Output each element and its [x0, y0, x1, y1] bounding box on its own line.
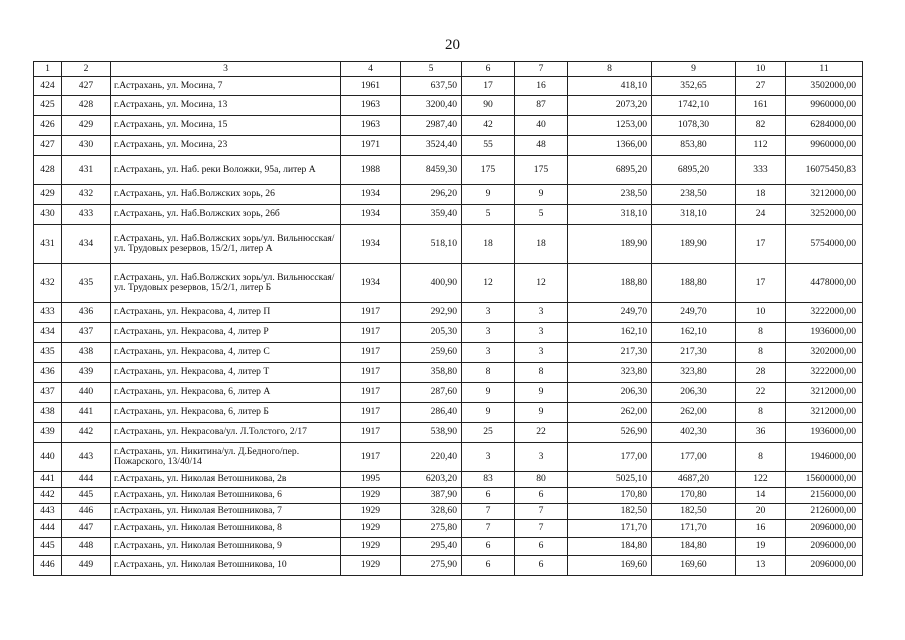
table-cell-col-7: 9	[515, 403, 568, 423]
housing-table	[33, 61, 863, 576]
table-cell-col-1: 445	[34, 538, 62, 556]
table-cell-col-10: 8	[736, 403, 786, 423]
table-cell-col-7: 5	[515, 205, 568, 225]
table-cell-col-3: г.Астрахань, ул. Николая Ветошникова, 10	[111, 556, 341, 576]
table-cell-col-5: 275,90	[401, 556, 462, 576]
table-row	[34, 156, 863, 185]
table-cell-col-2: 439	[62, 363, 111, 383]
table-row	[34, 520, 863, 538]
table-cell-col-11: 2126000,00	[786, 504, 863, 520]
table-cell-col-4: 1917	[341, 323, 401, 343]
table-cell-col-5: 286,40	[401, 403, 462, 423]
table-cell-col-2: 448	[62, 538, 111, 556]
table-cell-col-10: 10	[736, 303, 786, 323]
table-cell-col-8: 184,80	[568, 538, 652, 556]
table-cell-col-3: г.Астрахань, ул. Некрасова, 4, литер Р	[111, 323, 341, 343]
table-cell-col-7: 3	[515, 343, 568, 363]
table-cell-col-7: 3	[515, 323, 568, 343]
table-cell-col-5: 637,50	[401, 77, 462, 96]
table-cell-col-9: 206,30	[652, 383, 736, 403]
table-cell-col-10: 333	[736, 156, 786, 185]
table-cell-col-6: 3	[462, 303, 515, 323]
table-cell-col-5: 358,80	[401, 363, 462, 383]
table-cell-col-8: 1366,00	[568, 136, 652, 156]
table-cell-col-6: 55	[462, 136, 515, 156]
table-cell-col-11: 2096000,00	[786, 538, 863, 556]
table-cell-col-2: 431	[62, 156, 111, 185]
table-cell-col-5: 205,30	[401, 323, 462, 343]
table-cell-col-9: 177,00	[652, 443, 736, 472]
column-header-8: 8	[568, 62, 652, 77]
table-cell-col-2: 440	[62, 383, 111, 403]
table-cell-col-11: 2096000,00	[786, 556, 863, 576]
table-cell-col-11: 1936000,00	[786, 323, 863, 343]
table-cell-col-4: 1917	[341, 443, 401, 472]
table-row	[34, 363, 863, 383]
table-row	[34, 136, 863, 156]
table-cell-col-3: г.Астрахань, ул. Наб.Волжских зорь/ул. Вильнюсская/ ул. Трудовых резервов, 15/2/1, литер А	[111, 225, 341, 264]
table-cell-col-4: 1917	[341, 303, 401, 323]
table-cell-col-3: г.Астрахань, ул. Некрасова/ул. Л.Толстого, 2/17	[111, 423, 341, 443]
table-cell-col-1: 426	[34, 116, 62, 136]
table-cell-col-6: 18	[462, 225, 515, 264]
table-row	[34, 264, 863, 303]
table-cell-col-5: 2987,40	[401, 116, 462, 136]
column-header-2: 2	[62, 62, 111, 77]
table-cell-col-10: 8	[736, 443, 786, 472]
table-cell-col-8: 217,30	[568, 343, 652, 363]
table-cell-col-4: 1961	[341, 77, 401, 96]
table-cell-col-3: г.Астрахань, ул. Николая Ветошникова, 9	[111, 538, 341, 556]
table-cell-col-4: 1917	[341, 363, 401, 383]
table-cell-col-1: 441	[34, 472, 62, 488]
table-cell-col-6: 8	[462, 363, 515, 383]
table-cell-col-6: 12	[462, 264, 515, 303]
table-cell-col-4: 1917	[341, 403, 401, 423]
table-cell-col-7: 7	[515, 520, 568, 538]
table-cell-col-10: 161	[736, 96, 786, 116]
table-cell-col-11: 9960000,00	[786, 136, 863, 156]
table-cell-col-3: г.Астрахань, ул. Наб.Волжских зорь, 26	[111, 185, 341, 205]
table-cell-col-4: 1963	[341, 116, 401, 136]
table-cell-col-6: 42	[462, 116, 515, 136]
table-cell-col-10: 8	[736, 323, 786, 343]
table-cell-col-8: 177,00	[568, 443, 652, 472]
table-cell-col-4: 1971	[341, 136, 401, 156]
table-cell-col-8: 249,70	[568, 303, 652, 323]
table-cell-col-8: 170,80	[568, 488, 652, 504]
table-cell-col-2: 428	[62, 96, 111, 116]
table-cell-col-4: 1917	[341, 343, 401, 363]
table-cell-col-2: 446	[62, 504, 111, 520]
table-cell-col-4: 1917	[341, 423, 401, 443]
table-cell-col-2: 432	[62, 185, 111, 205]
table-cell-col-7: 48	[515, 136, 568, 156]
table-cell-col-11: 3502000,00	[786, 77, 863, 96]
table-cell-col-9: 318,10	[652, 205, 736, 225]
table-cell-col-2: 444	[62, 472, 111, 488]
table-cell-col-7: 16	[515, 77, 568, 96]
table-cell-col-10: 36	[736, 423, 786, 443]
table-cell-col-9: 162,10	[652, 323, 736, 343]
column-header-11: 11	[786, 62, 863, 77]
table-cell-col-4: 1929	[341, 504, 401, 520]
table-row	[34, 323, 863, 343]
table-cell-col-7: 3	[515, 303, 568, 323]
table-cell-col-9: 238,50	[652, 185, 736, 205]
table-cell-col-11: 16075450,83	[786, 156, 863, 185]
table-cell-col-6: 25	[462, 423, 515, 443]
table-cell-col-7: 9	[515, 185, 568, 205]
table-cell-col-5: 275,80	[401, 520, 462, 538]
table-cell-col-6: 3	[462, 443, 515, 472]
table-cell-col-9: 1742,10	[652, 96, 736, 116]
table-cell-col-2: 433	[62, 205, 111, 225]
table-cell-col-9: 323,80	[652, 363, 736, 383]
table-cell-col-11: 3252000,00	[786, 205, 863, 225]
table-cell-col-7: 6	[515, 556, 568, 576]
table-cell-col-4: 1963	[341, 96, 401, 116]
table-cell-col-11: 1936000,00	[786, 423, 863, 443]
table-row	[34, 116, 863, 136]
table-cell-col-3: г.Астрахань, ул. Наб. реки Воложки, 95а, литер А	[111, 156, 341, 185]
table-cell-col-8: 162,10	[568, 323, 652, 343]
table-cell-col-8: 2073,20	[568, 96, 652, 116]
table-cell-col-9: 188,80	[652, 264, 736, 303]
table-cell-col-3: г.Астрахань, ул. Некрасова, 4, литер П	[111, 303, 341, 323]
table-cell-col-10: 28	[736, 363, 786, 383]
table-cell-col-7: 22	[515, 423, 568, 443]
table-cell-col-5: 328,60	[401, 504, 462, 520]
table-cell-col-4: 1988	[341, 156, 401, 185]
table-cell-col-7: 18	[515, 225, 568, 264]
table-cell-col-5: 3524,40	[401, 136, 462, 156]
table-cell-col-5: 6203,20	[401, 472, 462, 488]
table-cell-col-10: 24	[736, 205, 786, 225]
table-cell-col-7: 80	[515, 472, 568, 488]
table-cell-col-3: г.Астрахань, ул. Мосина, 15	[111, 116, 341, 136]
table-cell-col-1: 433	[34, 303, 62, 323]
column-header-6: 6	[462, 62, 515, 77]
table-cell-col-7: 3	[515, 443, 568, 472]
table-cell-col-4: 1934	[341, 205, 401, 225]
table-cell-col-1: 446	[34, 556, 62, 576]
table-cell-col-2: 449	[62, 556, 111, 576]
table-cell-col-9: 182,50	[652, 504, 736, 520]
table-cell-col-3: г.Астрахань, ул. Мосина, 7	[111, 77, 341, 96]
table-row	[34, 205, 863, 225]
table-row	[34, 488, 863, 504]
table-cell-col-3: г.Астрахань, ул. Некрасова, 4, литер С	[111, 343, 341, 363]
table-cell-col-1: 442	[34, 488, 62, 504]
table-cell-col-5: 359,40	[401, 205, 462, 225]
table-cell-col-2: 442	[62, 423, 111, 443]
table-cell-col-8: 188,80	[568, 264, 652, 303]
table-cell-col-7: 12	[515, 264, 568, 303]
table-cell-col-3: г.Астрахань, ул. Некрасова, 4, литер Т	[111, 363, 341, 383]
table-cell-col-5: 296,20	[401, 185, 462, 205]
table-cell-col-10: 122	[736, 472, 786, 488]
table-cell-col-8: 182,50	[568, 504, 652, 520]
table-cell-col-3: г.Астрахань, ул. Никитина/ул. Д.Бедного/пер. Пожарского, 13/40/14	[111, 443, 341, 472]
table-cell-col-10: 27	[736, 77, 786, 96]
table-cell-col-5: 3200,40	[401, 96, 462, 116]
table-cell-col-6: 9	[462, 185, 515, 205]
table-cell-col-10: 13	[736, 556, 786, 576]
table-cell-col-3: г.Астрахань, ул. Некрасова, 6, литер А	[111, 383, 341, 403]
table-cell-col-2: 438	[62, 343, 111, 363]
column-header-7: 7	[515, 62, 568, 77]
table-cell-col-8: 171,70	[568, 520, 652, 538]
table-cell-col-6: 7	[462, 520, 515, 538]
table-cell-col-8: 6895,20	[568, 156, 652, 185]
table-row	[34, 504, 863, 520]
table-cell-col-1: 443	[34, 504, 62, 520]
table-cell-col-1: 430	[34, 205, 62, 225]
table-cell-col-6: 9	[462, 383, 515, 403]
table-row	[34, 225, 863, 264]
table-cell-col-3: г.Астрахань, ул. Николая Ветошникова, 2в	[111, 472, 341, 488]
table-cell-col-8: 238,50	[568, 185, 652, 205]
table-cell-col-6: 6	[462, 556, 515, 576]
table-cell-col-8: 526,90	[568, 423, 652, 443]
table-cell-col-3: г.Астрахань, ул. Николая Ветошникова, 6	[111, 488, 341, 504]
table-cell-col-3: г.Астрахань, ул. Николая Ветошникова, 7	[111, 504, 341, 520]
table-row	[34, 403, 863, 423]
table-cell-col-10: 19	[736, 538, 786, 556]
table-cell-col-3: г.Астрахань, ул. Николая Ветошникова, 8	[111, 520, 341, 538]
table-cell-col-9: 217,30	[652, 343, 736, 363]
table-cell-col-3: г.Астрахань, ул. Наб.Волжских зорь, 26б	[111, 205, 341, 225]
table-cell-col-9: 249,70	[652, 303, 736, 323]
table-cell-col-4: 1934	[341, 225, 401, 264]
table-cell-col-1: 438	[34, 403, 62, 423]
table-cell-col-10: 16	[736, 520, 786, 538]
table-cell-col-10: 20	[736, 504, 786, 520]
table-cell-col-8: 1253,00	[568, 116, 652, 136]
table-cell-col-11: 6284000,00	[786, 116, 863, 136]
table-cell-col-7: 6	[515, 538, 568, 556]
table-cell-col-8: 262,00	[568, 403, 652, 423]
table-cell-col-5: 8459,30	[401, 156, 462, 185]
table-cell-col-6: 90	[462, 96, 515, 116]
table-cell-col-6: 9	[462, 403, 515, 423]
column-header-10: 10	[736, 62, 786, 77]
table-cell-col-10: 8	[736, 343, 786, 363]
table-cell-col-6: 3	[462, 323, 515, 343]
table-cell-col-2: 434	[62, 225, 111, 264]
table-cell-col-5: 292,90	[401, 303, 462, 323]
table-cell-col-10: 82	[736, 116, 786, 136]
table-cell-col-11: 2096000,00	[786, 520, 863, 538]
table-row	[34, 538, 863, 556]
table-cell-col-11: 15600000,00	[786, 472, 863, 488]
table-cell-col-1: 431	[34, 225, 62, 264]
table-cell-col-9: 262,00	[652, 403, 736, 423]
table-cell-col-8: 323,80	[568, 363, 652, 383]
table-cell-col-9: 170,80	[652, 488, 736, 504]
table-cell-col-7: 40	[515, 116, 568, 136]
table-cell-col-1: 425	[34, 96, 62, 116]
table-cell-col-11: 3222000,00	[786, 303, 863, 323]
table-cell-col-6: 6	[462, 538, 515, 556]
table-row	[34, 472, 863, 488]
table-cell-col-9: 169,60	[652, 556, 736, 576]
header-row	[34, 62, 863, 77]
table-cell-col-5: 400,90	[401, 264, 462, 303]
table-cell-col-2: 429	[62, 116, 111, 136]
table-cell-col-2: 436	[62, 303, 111, 323]
table-row	[34, 303, 863, 323]
column-header-4: 4	[341, 62, 401, 77]
table-cell-col-10: 18	[736, 185, 786, 205]
table-row	[34, 77, 863, 96]
table-cell-col-11: 3202000,00	[786, 343, 863, 363]
table-cell-col-2: 435	[62, 264, 111, 303]
table-cell-col-6: 5	[462, 205, 515, 225]
table-row	[34, 383, 863, 403]
table-cell-col-10: 17	[736, 264, 786, 303]
table-cell-col-1: 429	[34, 185, 62, 205]
table-cell-col-2: 430	[62, 136, 111, 156]
table-cell-col-2: 447	[62, 520, 111, 538]
table-cell-col-1: 440	[34, 443, 62, 472]
table-cell-col-4: 1929	[341, 556, 401, 576]
table-cell-col-8: 418,10	[568, 77, 652, 96]
table-cell-col-8: 206,30	[568, 383, 652, 403]
table-cell-col-11: 9960000,00	[786, 96, 863, 116]
table-cell-col-9: 1078,30	[652, 116, 736, 136]
table-cell-col-5: 220,40	[401, 443, 462, 472]
table-cell-col-6: 7	[462, 504, 515, 520]
table-cell-col-4: 1929	[341, 520, 401, 538]
table-row	[34, 423, 863, 443]
column-header-1: 1	[34, 62, 62, 77]
table-cell-col-2: 437	[62, 323, 111, 343]
table-row	[34, 443, 863, 472]
table-cell-col-4: 1934	[341, 185, 401, 205]
table-cell-col-8: 189,90	[568, 225, 652, 264]
table-cell-col-7: 8	[515, 363, 568, 383]
table-cell-col-8: 5025,10	[568, 472, 652, 488]
table-cell-col-9: 4687,20	[652, 472, 736, 488]
table-cell-col-11: 1946000,00	[786, 443, 863, 472]
table-cell-col-11: 2156000,00	[786, 488, 863, 504]
table-cell-col-6: 6	[462, 488, 515, 504]
table-cell-col-7: 175	[515, 156, 568, 185]
table-cell-col-1: 444	[34, 520, 62, 538]
table-cell-col-1: 437	[34, 383, 62, 403]
table-cell-col-1: 432	[34, 264, 62, 303]
table-cell-col-4: 1917	[341, 383, 401, 403]
table-cell-col-1: 434	[34, 323, 62, 343]
table-cell-col-3: г.Астрахань, ул. Некрасова, 6, литер Б	[111, 403, 341, 423]
table-cell-col-4: 1929	[341, 488, 401, 504]
table-cell-col-6: 17	[462, 77, 515, 96]
table-cell-col-2: 427	[62, 77, 111, 96]
table-cell-col-1: 436	[34, 363, 62, 383]
table-cell-col-1: 439	[34, 423, 62, 443]
column-header-3: 3	[111, 62, 341, 77]
table-cell-col-4: 1934	[341, 264, 401, 303]
table-cell-col-9: 402,30	[652, 423, 736, 443]
table-cell-col-9: 352,65	[652, 77, 736, 96]
table-cell-col-5: 259,60	[401, 343, 462, 363]
table-cell-col-9: 184,80	[652, 538, 736, 556]
table-cell-col-11: 3212000,00	[786, 383, 863, 403]
table-row	[34, 185, 863, 205]
table-cell-col-5: 518,10	[401, 225, 462, 264]
table-cell-col-5: 295,40	[401, 538, 462, 556]
table-cell-col-1: 435	[34, 343, 62, 363]
table-row	[34, 556, 863, 576]
table-cell-col-10: 112	[736, 136, 786, 156]
table-cell-col-3: г.Астрахань, ул. Мосина, 13	[111, 96, 341, 116]
table-cell-col-3: г.Астрахань, ул. Мосина, 23	[111, 136, 341, 156]
table-cell-col-7: 9	[515, 383, 568, 403]
table-cell-col-7: 6	[515, 488, 568, 504]
table-cell-col-3: г.Астрахань, ул. Наб.Волжских зорь/ул. Вильнюсская/ул. Трудовых резервов, 15/2/1, литер Б	[111, 264, 341, 303]
table-cell-col-5: 287,60	[401, 383, 462, 403]
table-cell-col-10: 17	[736, 225, 786, 264]
table-cell-col-2: 443	[62, 443, 111, 472]
table-cell-col-5: 538,90	[401, 423, 462, 443]
table-cell-col-6: 175	[462, 156, 515, 185]
table-cell-col-6: 3	[462, 343, 515, 363]
table-cell-col-6: 83	[462, 472, 515, 488]
table-cell-col-9: 189,90	[652, 225, 736, 264]
table-row	[34, 343, 863, 363]
column-header-5: 5	[401, 62, 462, 77]
table-cell-col-4: 1995	[341, 472, 401, 488]
table-cell-col-5: 387,90	[401, 488, 462, 504]
table-cell-col-8: 318,10	[568, 205, 652, 225]
table-cell-col-1: 424	[34, 77, 62, 96]
table-cell-col-7: 7	[515, 504, 568, 520]
table-cell-col-9: 853,80	[652, 136, 736, 156]
table-cell-col-9: 171,70	[652, 520, 736, 538]
table-cell-col-11: 3212000,00	[786, 403, 863, 423]
column-header-9: 9	[652, 62, 736, 77]
table-cell-col-2: 445	[62, 488, 111, 504]
page-number: 20	[445, 37, 460, 53]
table-cell-col-1: 427	[34, 136, 62, 156]
table-cell-col-7: 87	[515, 96, 568, 116]
table-row	[34, 96, 863, 116]
table-cell-col-8: 169,60	[568, 556, 652, 576]
table-cell-col-2: 441	[62, 403, 111, 423]
table-cell-col-11: 5754000,00	[786, 225, 863, 264]
table-cell-col-10: 14	[736, 488, 786, 504]
table-cell-col-10: 22	[736, 383, 786, 403]
table-cell-col-9: 6895,20	[652, 156, 736, 185]
table-cell-col-11: 4478000,00	[786, 264, 863, 303]
table-cell-col-1: 428	[34, 156, 62, 185]
table-cell-col-11: 3222000,00	[786, 363, 863, 383]
table-cell-col-4: 1929	[341, 538, 401, 556]
table-cell-col-11: 3212000,00	[786, 185, 863, 205]
